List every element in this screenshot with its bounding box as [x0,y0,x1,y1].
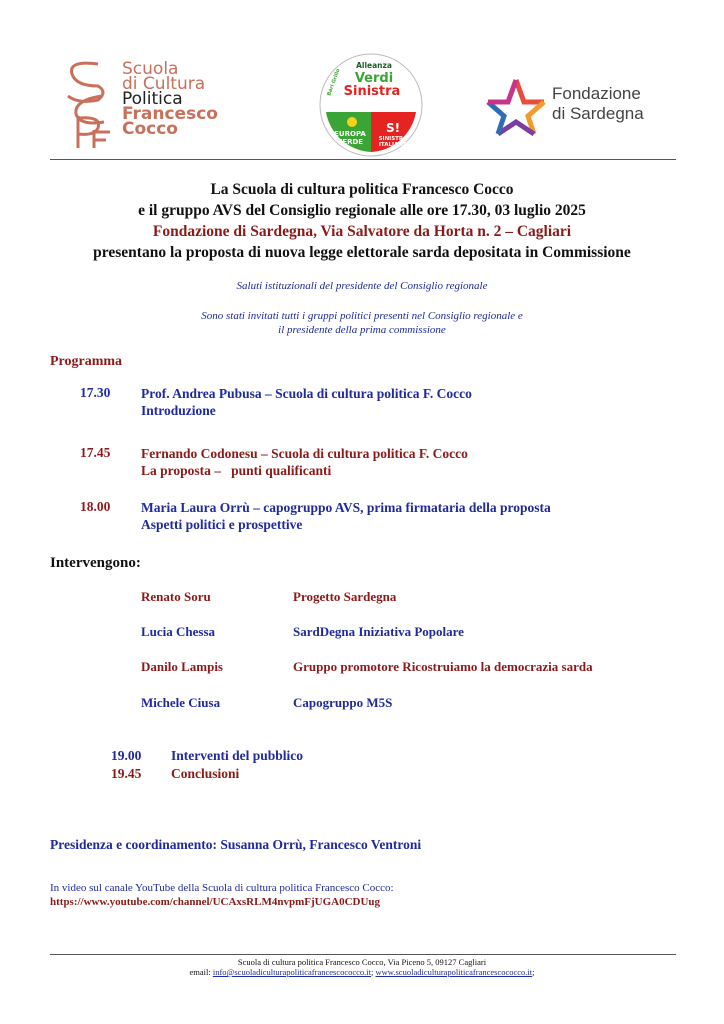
invitati-note-1: Sono stati invitati tutti i gruppi politici presenti nel Consiglio regionale e [201,310,523,322]
speaker-name: Lucia Chessa [141,624,216,639]
footer-email-label: email: [189,967,211,977]
video-text: In video sul canale YouTube della Scuola di cultura politica Francesco Cocco: [50,882,394,894]
closing-label: Interventi del pubblico [171,748,304,763]
programma-topic: Introduzione [141,403,216,418]
speaker-name: Renato Soru [141,589,211,604]
programma-speaker: Prof. Andrea Pubusa – Scuola di cultura politica F. Cocco [141,386,472,401]
scuola-logo-line: Politica [122,89,183,109]
heading-line-2: e il gruppo AVS del Consiglio regionale alle ore 17.30, 03 luglio 2025 [138,202,586,219]
closing-label: Conclusioni [171,766,240,781]
fondazione-logo-line: Fondazione [552,84,641,103]
presidenza-line: Presidenza e coordinamento: Susanna Orrù, Francesco Ventroni [50,837,422,852]
footer-contacts [0,967,724,977]
speaker-org: Capogruppo M5S [293,695,393,710]
programma-item [141,499,551,533]
scuola-monogram-icon [58,56,118,152]
svg-text:Sinistra: Sinistra [343,84,401,99]
scuola-logo-line: di Cultura [122,74,206,94]
programma-title: Programma [50,354,123,369]
programma-item [141,385,472,419]
programma-speaker: Maria Laura Orrù – capogruppo AVS, prima firmataria della proposta [141,500,551,515]
svg-text:ITALIANA: ITALIANA [378,142,408,148]
footer-end: ; [532,967,535,977]
scuola-logo-line: Cocco [122,119,178,139]
speaker-org: SardDegna Iniziativa Popolare [293,624,464,639]
heading-line-4: presentano la proposta di nuova legge elettorale sarda depositata in Commissione [93,244,631,261]
speaker-org: Gruppo promotore Ricostruiamo la democrazia sarda [293,659,593,674]
svg-text:Alleanza: Alleanza [356,61,392,70]
svg-text:EUROPA: EUROPA [334,130,366,138]
svg-text:Bari Grillo: Bari Grillo [326,68,342,97]
fondazione-logo-line: di Sardegna [552,104,644,123]
programma-topic: Aspetti politici e prospettive [141,517,303,532]
speaker-org: Progetto Sardegna [293,589,397,604]
fondazione-star-icon [486,76,546,136]
programma-item [141,445,468,479]
scuola-logo [58,56,248,152]
heading-line-1: La Scuola di cultura politica Francesco Cocco [210,181,514,198]
footer-email-link[interactable]: info@scuoladiculturapoliticafrancescococco.it [212,967,372,977]
footer-separator: ; [371,967,374,977]
scuola-logo-line: Scuola [122,59,179,79]
svg-text:SINISTRA: SINISTRA [378,136,408,142]
invitati-note-2: il presidente della prima commissione [278,324,446,336]
footer-divider [50,954,676,955]
svg-text:VERDE: VERDE [336,138,364,146]
programma-time: 17.45 [80,445,111,460]
heading-venue: Fondazione di Sardegna, Via Salvatore da Horta n. 2 – Cagliari [152,223,572,240]
avs-logo [318,52,424,158]
avs-logo-icon [318,52,424,158]
header-divider [50,159,676,160]
speaker-name: Danilo Lampis [141,659,223,674]
programma-topic: La proposta – punti qualificanti [141,463,332,478]
intervengono-title: Intervengono: [50,555,141,571]
programma-time: 17.30 [80,385,111,400]
saluti-note: Saluti istituzionali del presidente del Consiglio regionale [236,280,488,292]
closing-time: 19.00 [111,748,142,763]
svg-text:Verdi: Verdi [354,71,394,86]
svg-text:S!: S! [385,121,401,135]
footer-website-link[interactable]: www.scuoladiculturapoliticafrancescococco.it [375,967,533,977]
programma-speaker: Fernando Codonesu – Scuola di cultura politica F. Cocco [141,446,468,461]
speaker-name: Michele Ciusa [141,695,221,710]
scuola-logo-line: Francesco [122,104,218,124]
fondazione-logo [486,76,666,136]
footer-address: Scuola di cultura politica Francesco Cocco, Via Piceno 5, 09127 Cagliari [237,957,487,967]
programma-time: 18.00 [80,499,111,514]
youtube-link[interactable]: https://www.youtube.com/channel/UCAxsRLM4nvpmFjUGA0CDUug [50,896,381,908]
closing-time: 19.45 [111,766,142,781]
